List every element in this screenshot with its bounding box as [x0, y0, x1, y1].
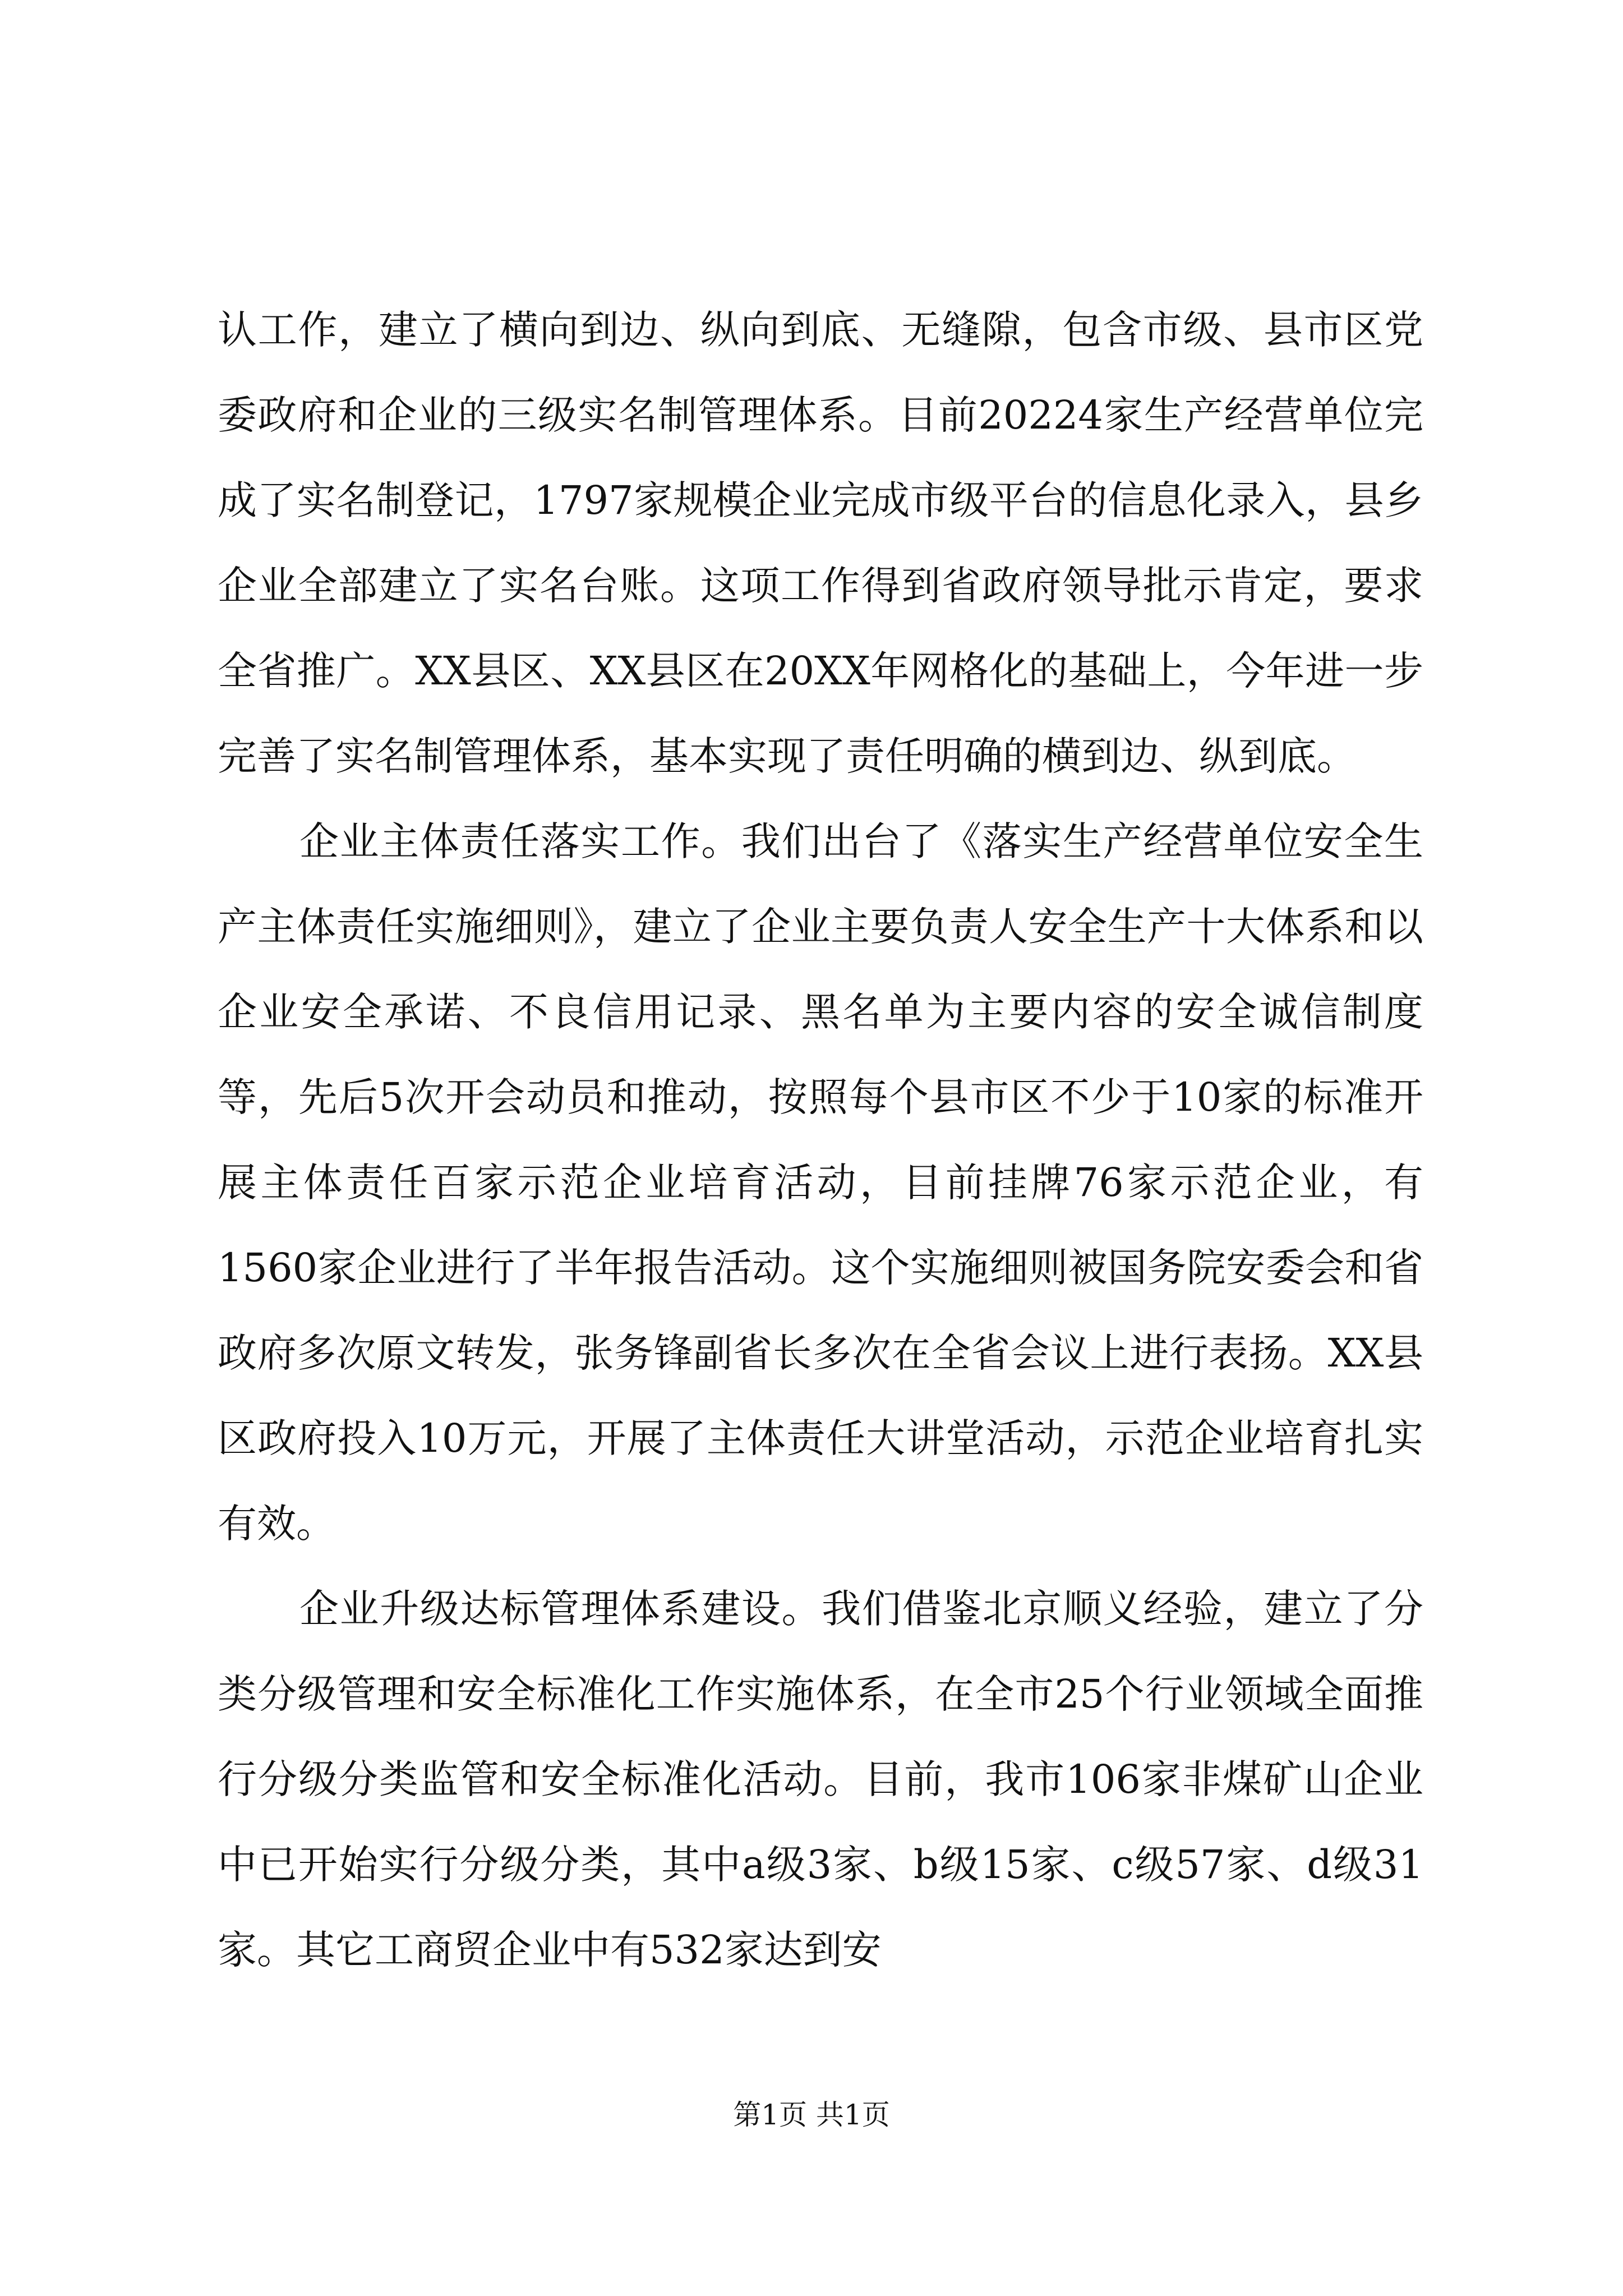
paragraph-enterprise-responsibility: 企业主体责任落实工作。我们出台了《落实生产经营单位安全生产主体责任实施细则》，建立了企业主要负责人安全生产十大体系和以企业安全承诺、不良信用记录、黑名单为主要内容的安全诚信制度等，先后5次开会动员和推动，按照每个县市区不少于10家的标准开展主体责任百家示范企业培育活动，目前挂牌76家示范企业，有1560家企业进行了半年报告活动。这个实施细则被国务院安委会和省政府多次原文转发，张务锋副省长多次在全省会议上进行表扬。XX县区政府投入10万元，开展了主体责任大讲堂活动，示范企业培育扎实有效。: [218, 818, 1423, 1547]
document-body: [218, 287, 1423, 1993]
page-footer: 第1页 共1页: [733, 2099, 890, 2131]
paragraph-real-name-system: 认工作，建立了横向到边、纵向到底、无缝隙，包含市级、县市区党委政府和企业的三级实名制管理体系。目前20224家生产经营单位完成了实名制登记，1797家规模企业完成市级平台的信息化录入，县乡企业全部建立了实名台账。这项工作得到省政府领导批示肯定，要求全省推广。XX县区、XX县区在20XX年网格化的基础上，今年进一步完善了实名制管理体系，基本实现了责任明确的横到边、纵到底。: [218, 307, 1423, 779]
paragraph-upgrade-standards: 企业升级达标管理体系建设。我们借鉴北京顺义经验，建立了分类分级管理和安全标准化工作实施体系，在全市25个行业领域全面推行分级分类监管和安全标准化活动。目前，我市106家非煤矿山企业中已开始实行分级分类，其中a级3家、b级15家、c级57家、d级31家。其它工商贸企业中有532家达到安: [218, 1586, 1423, 1973]
